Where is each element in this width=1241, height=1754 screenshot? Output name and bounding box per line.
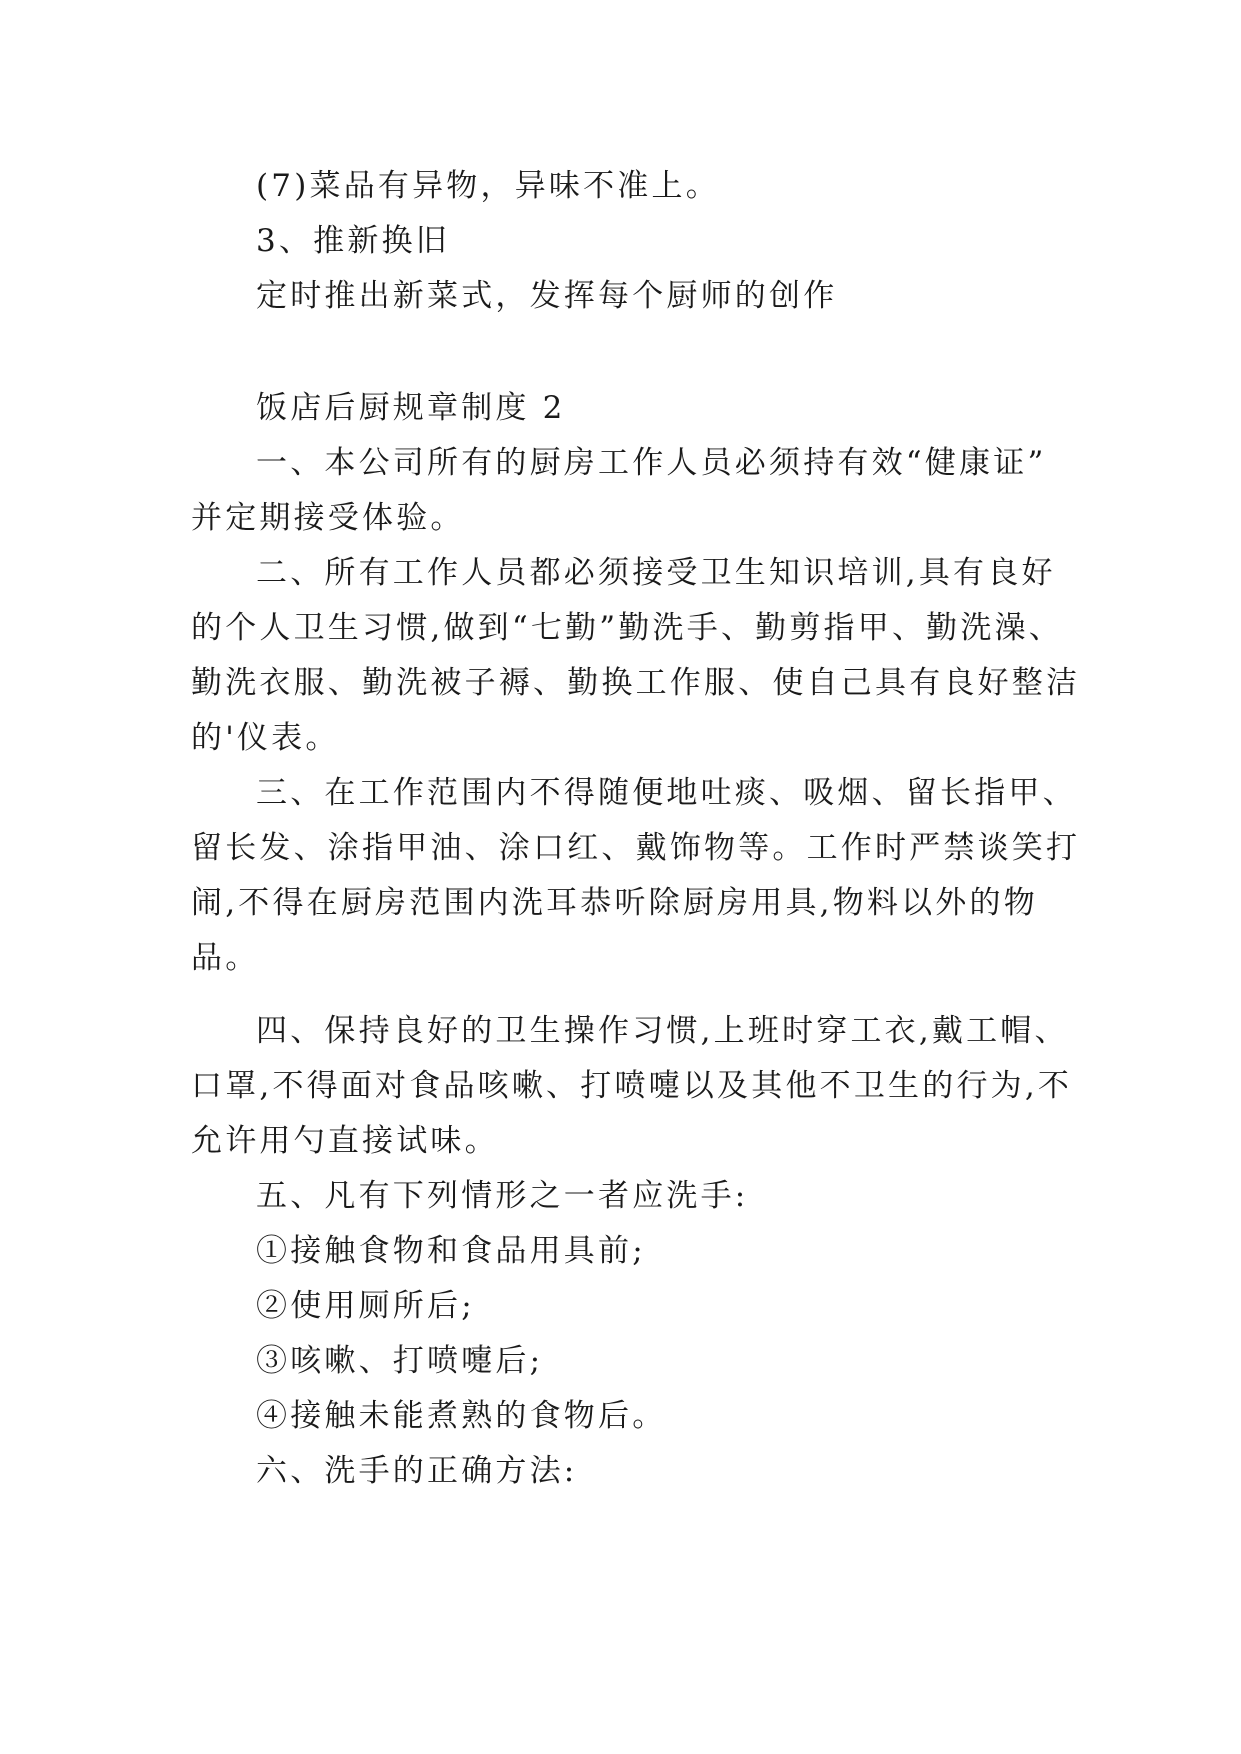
rule-2-line: 的'仪表。	[191, 720, 340, 756]
rule-4-line: 允许用勺直接试味。	[191, 1123, 499, 1159]
wash-item: ④接触未能煮熟的食物后。	[256, 1398, 667, 1434]
wash-item: ①接触食物和食品用具前;	[256, 1233, 646, 1269]
wash-item: ③咳嗽、打喷嚏后;	[256, 1343, 544, 1379]
rule-4-line: 四、保持良好的卫生操作习惯,上班时穿工衣,戴工帽、	[256, 1013, 1069, 1049]
rule-2-line: 二、所有工作人员都必须接受卫生知识培训,具有良好	[256, 555, 1056, 591]
rule-2-line: 勤洗衣服、勤洗被子褥、勤换工作服、使自己具有良好整洁	[191, 665, 1081, 701]
wash-item: ②使用厕所后;	[256, 1288, 475, 1324]
rule-2-line: 的个人卫生习惯,做到“七勤”勤洗手、勤剪指甲、勤洗澡、	[191, 610, 1063, 646]
rule-3-line: 留长发、涂指甲油、涂口红、戴饰物等。工作时严禁谈笑打	[191, 830, 1081, 866]
section-title: 饭店后厨规章制度 2	[256, 390, 566, 426]
rule-1-line: 一、本公司所有的厨房工作人员必须持有效“健康证”	[256, 445, 1047, 481]
paragraph-line: 3、推新换旧	[256, 223, 450, 259]
method-title: 六、洗手的正确方法:	[256, 1453, 578, 1489]
paragraph-line: 定时推出新菜式，发挥每个厨师的创作	[256, 278, 838, 314]
wash-title: 五、凡有下列情形之一者应洗手:	[256, 1178, 749, 1214]
paragraph-line: (7)菜品有异物，异味不准上。	[256, 168, 720, 204]
rule-1-line: 并定期接受体验。	[191, 500, 465, 536]
rule-3-line: 品。	[191, 940, 260, 976]
rule-3-line: 三、在工作范围内不得随便地吐痰、吸烟、留长指甲、	[256, 775, 1077, 811]
rule-3-line: 闹,不得在厨房范围内洗耳恭听除厨房用具,物料以外的物	[191, 885, 1038, 921]
rule-4-line: 口罩,不得面对食品咳嗽、打喷嚏以及其他不卫生的行为,不	[191, 1068, 1073, 1104]
